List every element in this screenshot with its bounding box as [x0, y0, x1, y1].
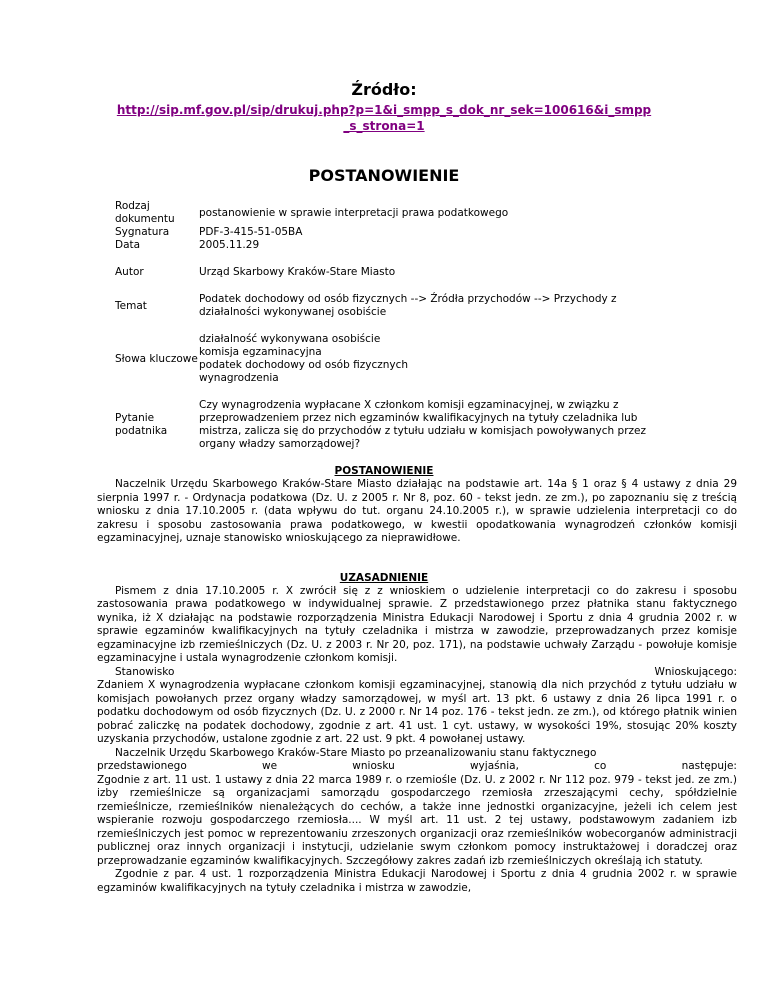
stanowisko-right: Wnioskującego:: [654, 665, 737, 678]
meta-value-temat: Podatek dochodowy od osób fizycznych --> Źródła przychodów --> Przychody z działalności wykonywanej osobiście: [199, 293, 617, 318]
spread-word: następuje:: [681, 760, 737, 772]
uzasadnienie-paragraph-1: Pismem z dnia 17.10.2005 r. X zwrócił się z z wnioskiem o udzielenie interpretacji co do zakresu i sposobu zastosowania prawa podatkowego w indywidualnej sprawie. Z przedstawionego przez płatnika stanu faktycznego wynika, iż X działając na podstawie rozporządzenia Ministra Edukacji Narodowej i Sportu z dnia 4 grudnia 2002 r. w sprawie egzaminów kwalifikacyjnych na tytuły czeladnika i mistrza w zawodzie, przeprowadzanych przez komisje egzaminacyjne izb rzemieślniczych (Dz. U. z 2003 r. Nr 20, poz. 171), na podstawie uchwały Zarządu - powołuje komisje egzaminacyjne i ustala wynagrodzenie członkom komisji.: [97, 584, 737, 664]
uzasadnienie-spread-line: [97, 760, 737, 774]
meta-label-data: Data: [115, 239, 141, 251]
spread-word: wyjaśnia,: [469, 760, 519, 772]
meta-label-rodzaj: [115, 200, 199, 226]
spread-word: we: [262, 760, 278, 772]
meta-row-data: [115, 239, 653, 252]
meta-label-rodzaj-line2: dokumentu: [115, 213, 175, 225]
uzasadnienie-paragraph-4: Zgodnie z art. 11 ust. 1 ustawy z dnia 22 marca 1989 r. o rzemiośle (Dz. U. z 2002 r. Nr 112 poz. 979 - tekst jed. ze zm.) izby rzemieślnicze są organizacjami samorządu gospodarczego rzemiosła zrzeszającymi cechy, spółdzielnie rzemieślnicze, rzemieślników nienależących do cechów, a także inne jednostki organizacyjne, jeżeli ich celem jest wspieranie rozwoju gospodarczego rzemiosła.... W myśl art. 11 ust. 2 tej ustawy, podstawowym zadaniem izb rzemieślniczych jest pomoc w reprezentowaniu zrzeszonych organizacji oraz rzemieślników wobecorganów administracji publicznej oraz innych organizacji i instytucji, udzielanie swym członkom pomocy instruktażowej i doradczej oraz przeprowadzanie egzaminów kwalifikacyjnych. Szczegółowy zakres zadań izb rzemieślniczych określają ich statuty.: [97, 773, 737, 867]
meta-label-sygnatura: Sygnatura: [115, 226, 170, 238]
meta-value-sygnatura: PDF-3-415-51-05BA: [199, 226, 303, 238]
meta-row-slowa: [115, 333, 653, 385]
uzasadnienie-paragraph-2: Zdaniem X wynagrodzenia wypłacane członkom komisji egzaminacyjnej, stanowią dla nich przychód z tytułu udziału w komisjach powołanych przez organy władzy samorządowej, w myśl art. 13 pkt. 6 ustawy z dnia 26 lipca 1991 r. o podatku dochodowym od osób fizycznych (Dz. U. z 2000 r. Nr 14 poz. 176 - tekst jedn. ze zm.), od którego płatnik winien pobrać zaliczkę na podatek dochodowy, zgodnie z art. 41 ust. 1 cyt. ustawy, w wysokości 19%, stosując 20% koszty uzyskania przychodów, ustalone zgodnie z art. 22 ust. 9 pkt. 4 powołanej ustawy.: [97, 679, 737, 745]
document-title: POSTANOWIENIE: [308, 166, 460, 185]
meta-row-rodzaj: [115, 200, 653, 226]
spread-word: wniosku: [352, 760, 395, 772]
meta-value-pytanie: Czy wynagrodzenia wypłacane X członkom komisji egzaminacyjnej, w związku z przeprowadzeniem przez nich egzaminów kwalifikacyjnych na tytuły czeladnika lub mistrza, zalicza się do przychodów z tytułu udziału w komisjach powoływanych przez organy władzy samorządowej?: [199, 399, 646, 450]
uzasadnienie-heading: UZASADNIENIE: [339, 571, 429, 584]
stanowisko-line: [97, 666, 737, 680]
meta-value-slowa: [199, 333, 653, 385]
meta-row-autor: [115, 266, 653, 279]
meta-label-temat: Temat: [115, 299, 147, 312]
meta-label-slowa: Słowa kluczowe: [115, 352, 198, 365]
spread-word: co: [594, 760, 607, 772]
uzasadnienie-paragraph-5: Zgodnie z par. 4 ust. 1 rozporządzenia Ministra Edukacji Narodowej i Sportu z dnia 4 grudnia 2002 r. w sprawie egzaminów kwalifikacyjnych na tytuły czeladnika i mistrza w zawodzie,: [97, 868, 737, 894]
keyword-item: działalność wykonywana osobiście: [199, 333, 381, 345]
source-url-link[interactable]: http://sip.mf.gov.pl/sip/drukuj.php?p=1&i_smpp_s_dok_nr_sek=100616&i_smpp_s_strona=1: [116, 103, 652, 133]
postanowienie-heading: POSTANOWIENIE: [334, 465, 434, 477]
meta-row-pytanie: [115, 399, 653, 451]
keyword-item: podatek dochodowy od osób fizycznych: [199, 359, 409, 371]
meta-label-pytanie: Pytanie podatnika: [115, 412, 168, 437]
meta-value-data: 2005.11.29: [199, 239, 260, 251]
keyword-item: komisja egzaminacyjna: [199, 346, 322, 358]
meta-value-autor: Urząd Skarbowy Kraków-Stare Miasto: [199, 266, 396, 278]
stanowisko-left: Stanowisko: [115, 665, 175, 678]
meta-label-rodzaj-line1: Rodzaj: [115, 200, 150, 212]
meta-value-rodzaj: postanowienie w sprawie interpretacji prawa podatkowego: [199, 206, 509, 219]
keyword-item: wynagrodzenia: [199, 372, 279, 384]
metadata-table: [115, 200, 653, 451]
meta-row-sygnatura: [115, 226, 653, 239]
meta-label-autor: Autor: [115, 266, 144, 278]
meta-row-temat: [115, 293, 653, 319]
source-heading: Źródło:: [351, 80, 417, 99]
postanowienie-text: Naczelnik Urzędu Skarbowego Kraków-Stare Miasto działając na podstawie art. 14a § 1 oraz § 4 ustawy z dnia 29 sierpnia 1997 r. - Ordynacja podatkowa (Dz. U. z 2005 r. Nr 8, poz. 60 - tekst jedn. ze zm.), po zapoznaniu się z treścią wniosku z dnia 17.10.2005 r. (data wpływu do tut. organu 24.10.2005 r.), w sprawie udzielenia interpretacji co do zakresu i sposobu zastosowania prawa podatkowego, w kwestii opodatkowania wynagrodzeń członków komisji egzaminacyjnej, uznaje stanowisko wnioskującego za nieprawidłowe.: [97, 478, 737, 544]
uzasadnienie-paragraph-3: Naczelnik Urzędu Skarbowego Kraków-Stare Miasto po przeanalizowaniu stanu faktycznego: [115, 746, 597, 759]
spread-word: przedstawionego: [97, 760, 187, 772]
